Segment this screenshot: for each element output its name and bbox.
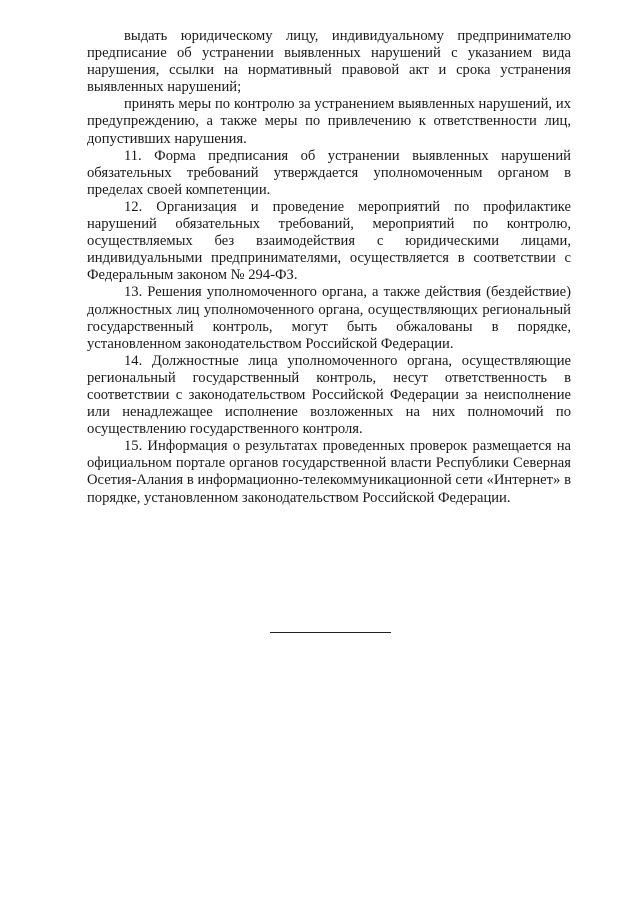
paragraph-12-prevention: 12. Организация и проведение мероприятий по профилактике нарушений обязательных требований, мероприятий по контролю, осуществляемых без взаимодействия с юридическими лицами, индивидуальными предпринимателями, осуществляется в соответствии с Федеральным законом № 294-ФЗ. <box>87 198 571 284</box>
document-body <box>87 28 571 507</box>
paragraph-13-appeals: 13. Решения уполномоченного органа, а также действия (бездействие) должностных лиц уполномоченного органа, осуществляющих региональный государственный контроль, могут быть обжалованы в порядке, установленном законодательством Российской Федерации. <box>87 284 571 352</box>
paragraph-issue-order: выдать юридическому лицу, индивидуальному предпринимателю предписание об устранении выявленных нарушений с указанием вида нарушения, ссылки на нормативный правовой акт и срока устранения выявленных нарушений; <box>87 28 571 96</box>
paragraph-14-responsibility: 14. Должностные лица уполномоченного органа, осуществляющие региональный государственный контроль, несут ответственность в соответствии с законодательством Российской Федерации за неисполнение или ненадлежащее исполнение возложенных на них полномочий по осуществлению государственного контроля. <box>87 352 571 438</box>
paragraph-take-measures: принять меры по контролю за устранением выявленных нарушений, их предупреждению, а также меры по привлечению к ответственности лиц, допустивших нарушения. <box>87 96 571 147</box>
end-of-document-line <box>270 632 391 633</box>
paragraph-15-publication: 15. Информация о результатах проведенных проверок размещается на официальном портале органов государственной власти Республики Северная Осетия-Алания в информационно-телекоммуникационной сети «Интернет» в порядке, установленном законодательством Российской Федерации. <box>87 438 571 506</box>
paragraph-11-order-form: 11. Форма предписания об устранении выявленных нарушений обязательных требований утверждается уполномоченным органом в пределах своей компетенции. <box>87 147 571 198</box>
